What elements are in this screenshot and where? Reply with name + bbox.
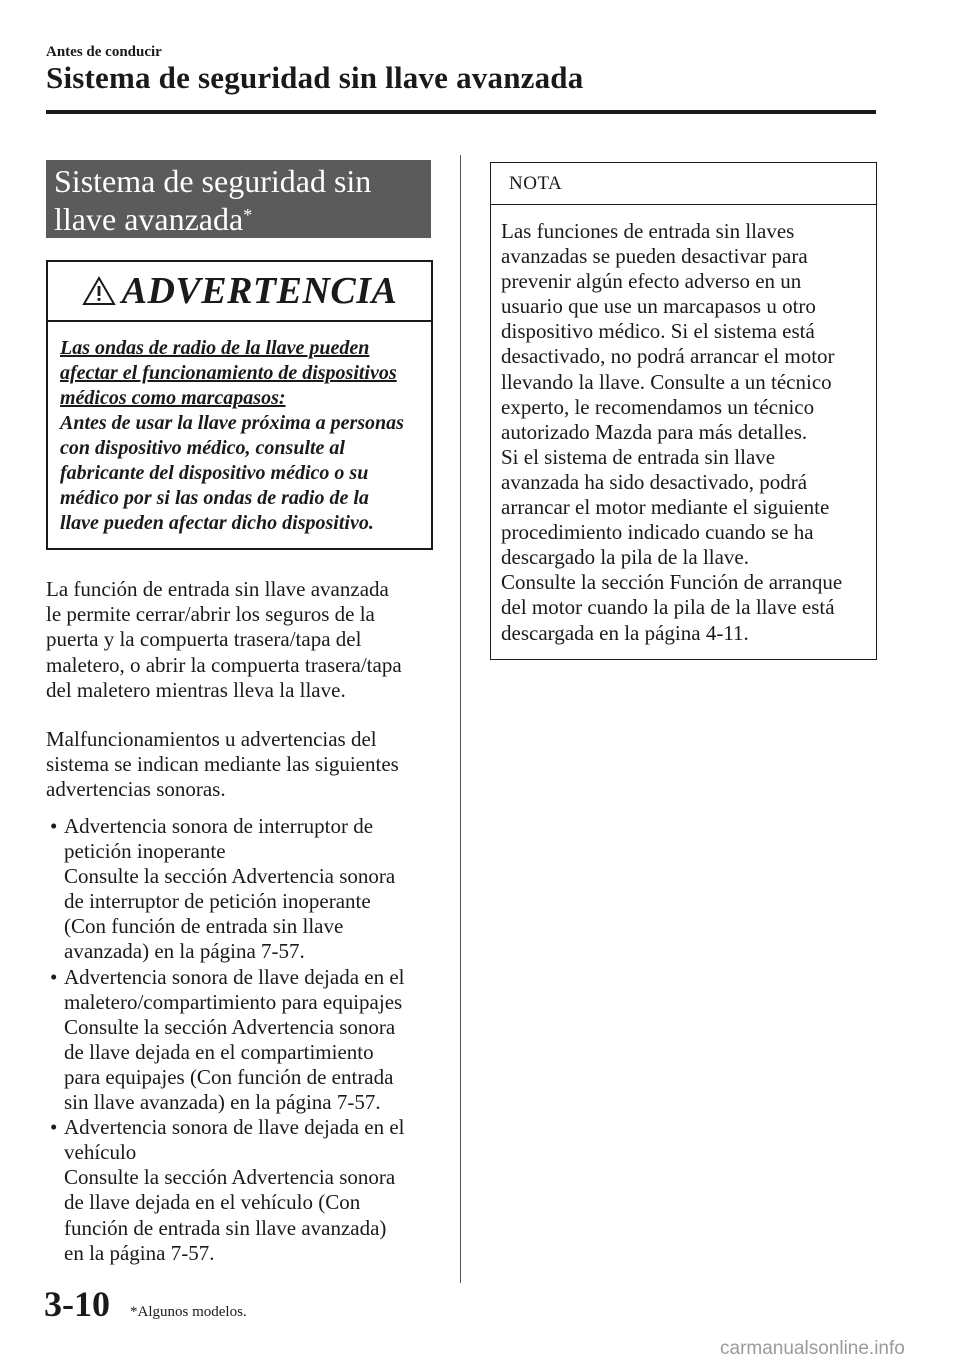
section-title-line1: Sistema de seguridad sin xyxy=(54,163,372,199)
warning-line: afectar el funcionamiento de dispositivos xyxy=(60,362,397,384)
text-line: avanzada ha sido desactivado, podrá xyxy=(501,469,808,494)
text-line: del motor cuando la pila de la llave está xyxy=(501,595,835,620)
text-line: Si el sistema de entrada sin llave xyxy=(501,444,776,469)
bullet-mark: • xyxy=(50,964,58,989)
text-line: arrancar el motor mediante el siguiente xyxy=(501,495,830,520)
warning-sounds-list xyxy=(50,814,440,1266)
malfunction-paragraph xyxy=(46,727,436,803)
text-line: experto, le recomendamos un técnico xyxy=(501,394,815,419)
warning-line: fabricante del dispositivo médico o su xyxy=(60,462,369,484)
note-body xyxy=(491,205,876,646)
note-box xyxy=(490,162,877,660)
list-item-ref: de llave dejada en el vehículo (Con xyxy=(64,1190,361,1215)
text-line: autorizado Mazda para más detalles. xyxy=(501,419,808,444)
text-line: Malfuncionamientos u advertencias del xyxy=(46,727,377,751)
list-item-ref: función de entrada sin llave avanzada) xyxy=(64,1215,387,1240)
text-line: llevando la llave. Consulte a un técnico xyxy=(501,369,832,394)
list-item-ref: Consulte la sección Advertencia sonora xyxy=(64,1014,396,1039)
watermark[interactable]: carmanualsonline.info xyxy=(720,1338,905,1359)
list-item xyxy=(50,814,440,965)
intro-paragraph xyxy=(46,577,436,703)
list-item-title: Advertencia sonora de interruptor de xyxy=(64,814,374,838)
warning-body xyxy=(48,322,431,536)
list-item-ref: avanzada) en la página 7-57. xyxy=(64,939,305,964)
text-line: le permite cerrar/abrir los seguros de la xyxy=(46,602,375,627)
text-line: maletero, o abrir la compuerta trasera/tapa xyxy=(46,652,402,677)
list-item-ref: (Con función de entrada sin llave xyxy=(64,914,344,939)
list-item-ref: de llave dejada en el compartimiento xyxy=(64,1039,374,1064)
text-line: La función de entrada sin llave avanzada xyxy=(46,577,389,601)
text-line: descargado la pila de la llave. xyxy=(501,545,750,570)
list-item xyxy=(50,965,440,1116)
warning-triangle-icon xyxy=(82,276,116,306)
warning-line: Antes de usar la llave próxima a personas xyxy=(60,412,404,434)
warning-box xyxy=(46,260,433,550)
section-title-banner xyxy=(46,160,431,238)
text-line: procedimiento indicado cuando se ha xyxy=(501,520,814,545)
text-line: Las funciones de entrada sin llaves xyxy=(501,219,795,243)
header-rule xyxy=(46,110,876,114)
text-line: Consulte la sección Función de arranque xyxy=(501,570,843,595)
text-line: descargada en la página 4-11. xyxy=(501,620,749,645)
text-line: avanzadas se pueden desactivar para xyxy=(501,244,808,269)
warning-line: llave pueden afectar dicho dispositivo. xyxy=(60,512,374,534)
warning-line: médicos como marcapasos: xyxy=(60,387,286,409)
list-item-ref: sin llave avanzada) en la página 7-57. xyxy=(64,1090,381,1115)
header-kicker: Antes de conducir xyxy=(46,44,162,60)
column-divider xyxy=(460,155,461,1283)
page-title: Sistema de seguridad sin llave avanzada xyxy=(46,60,584,95)
list-item-title: Advertencia sonora de llave dejada en el xyxy=(64,964,405,989)
text-line: advertencias sonoras. xyxy=(46,777,226,802)
footnote: *Algunos modelos. xyxy=(130,1304,247,1320)
warning-line: con dispositivo médico, consulte al xyxy=(60,437,345,459)
text-line: usuario que use un marcapasos u otro xyxy=(501,294,816,319)
warning-header xyxy=(48,262,431,322)
list-item-ref: para equipajes (Con función de entrada xyxy=(64,1064,394,1089)
text-line: del maletero mientras lleva la llave. xyxy=(46,677,346,702)
list-item-title: maletero/compartimiento para equipajes xyxy=(64,989,403,1014)
list-item-title: vehículo xyxy=(64,1140,137,1165)
section-title-line2: llave avanzada* xyxy=(54,201,253,237)
list-item xyxy=(50,1115,440,1266)
page-number: 3-10 xyxy=(44,1284,110,1324)
warning-line: Las ondas de radio de la llave pueden xyxy=(60,337,370,359)
list-item-ref: Consulte la sección Advertencia sonora xyxy=(64,1165,396,1190)
footnote-mark: * xyxy=(243,205,253,225)
bullet-mark: • xyxy=(50,1115,58,1140)
bullet-mark: • xyxy=(50,814,58,838)
list-item-title: petición inoperante xyxy=(64,839,226,864)
list-item-title: Advertencia sonora de llave dejada en el xyxy=(64,1115,405,1140)
note-title: NOTA xyxy=(491,163,876,205)
list-item-ref: en la página 7-57. xyxy=(64,1240,215,1265)
warning-line: médico por si las ondas de radio de la xyxy=(60,487,369,509)
text-line: dispositivo médico. Si el sistema está xyxy=(501,319,815,344)
list-item-ref: Consulte la sección Advertencia sonora xyxy=(64,864,396,889)
text-line: sistema se indican mediante las siguientes xyxy=(46,752,399,777)
list-item-ref: de interruptor de petición inoperante xyxy=(64,889,371,914)
text-line: puerta y la compuerta trasera/tapa del xyxy=(46,627,362,652)
text-line: desactivado, no podrá arrancar el motor xyxy=(501,344,835,369)
warning-title: ADVERTENCIA xyxy=(121,270,398,312)
text-line: prevenir algún efecto adverso en un xyxy=(501,269,802,294)
